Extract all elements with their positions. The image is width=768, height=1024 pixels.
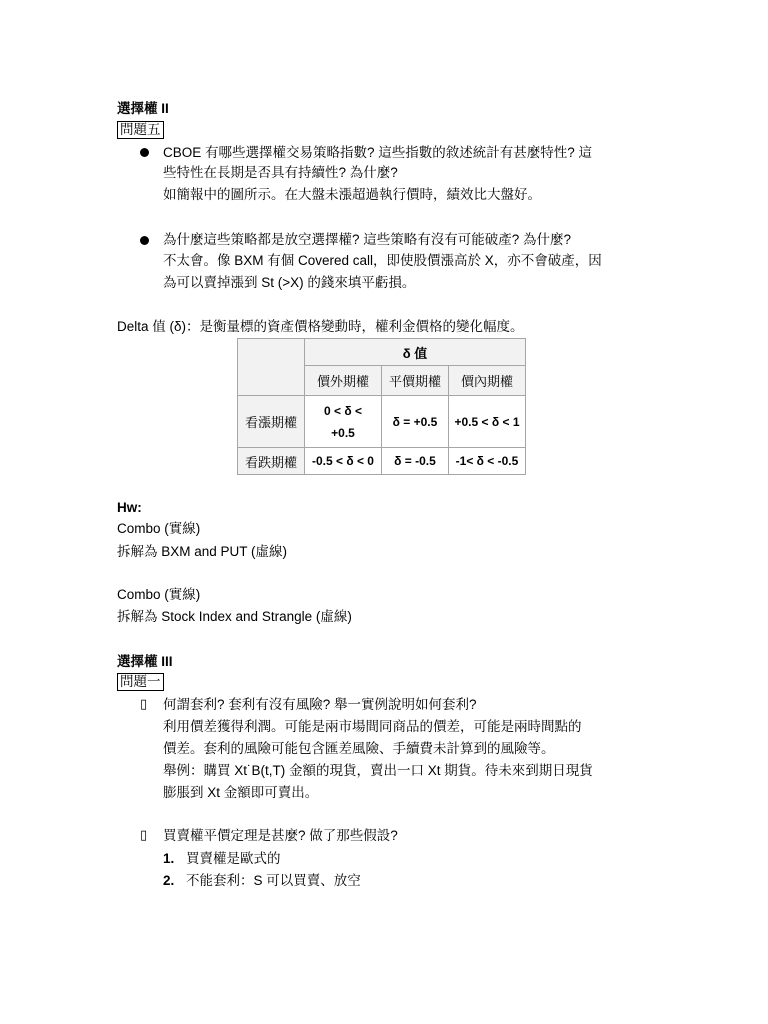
table-cell: -1< δ < -0.5 [449, 448, 526, 475]
list-number: 1. [163, 851, 175, 866]
square-bullet-icon: ▯ [140, 828, 148, 843]
item2-question: 買賣權平價定理是甚麼? 做了那些假設? [163, 828, 398, 843]
question-label-box: 問題五 [117, 121, 164, 139]
question-label-5 [117, 121, 164, 139]
bullet-dot-icon [140, 236, 149, 245]
section-heading-iii: 選擇權 III [117, 654, 173, 669]
delta-table [237, 338, 526, 475]
cell-line: +0.5 [331, 425, 355, 440]
list-item-text: 不能套利：S 可以買賣、放空 [186, 873, 361, 888]
hw-split2: 拆解為 Stock Index and Strangle (虛線) [117, 609, 352, 624]
delta-intro: Delta 值 (δ)：是衡量標的資產價格變動時，權利金價格的變化幅度。 [117, 319, 524, 334]
hw-combo1: Combo (實線) [117, 521, 201, 536]
question-label-box: 問題一 [117, 673, 164, 691]
cell-line: 0 < δ < [324, 403, 362, 418]
hw-label: Hw: [117, 500, 142, 515]
hw-combo2: Combo (實線) [117, 587, 201, 602]
table-cell: +0.5 < δ < 1 [449, 396, 526, 448]
bullet1-line2: 些特性在長期是否具有持續性? 為什麼? [163, 165, 398, 180]
table-cell: -0.5 < δ < 0 [305, 448, 382, 475]
item1-question: 何謂套利? 套利有沒有風險? 舉一實例說明如何套利? [163, 697, 477, 712]
row-label-call: 看漲期權 [238, 396, 305, 448]
col-header-atm: 平價期權 [382, 366, 449, 396]
row-label-put: 看跌期權 [238, 448, 305, 475]
bullet1-line1: CBOE 有哪些選擇權交易策略指數? 這些指數的敘述統計有甚麼特性? 這 [163, 145, 593, 160]
col-header-otm: 價外期權 [305, 366, 382, 396]
square-bullet-icon: ▯ [140, 697, 148, 712]
bullet1-answer: 如簡報中的圖所示。在大盤未漲超過執行價時，績效比大盤好。 [163, 187, 541, 202]
bullet-dot-icon [140, 148, 149, 157]
bullet2-line1: 為什麼這些策略都是放空選擇權? 這些策略有沒有可能破產? 為什麼? [163, 232, 572, 247]
table-cell [305, 396, 382, 448]
hw-split1: 拆解為 BXM and PUT (虛線) [117, 544, 288, 559]
table-group-header: δ 值 [305, 339, 526, 366]
list-item-text: 買賣權是歐式的 [186, 851, 281, 866]
bullet2-answer2: 為可以賣掉漲到 St (>X) 的錢來填平虧損。 [163, 275, 416, 290]
list-number: 2. [163, 873, 175, 888]
section-heading-ii: 選擇權 II [117, 101, 169, 116]
bullet2-answer1: 不太會。像 BXM 有個 Covered call，即使股價漲高於 X，亦不會破產，因 [163, 253, 602, 268]
table-corner [238, 339, 305, 396]
item1-answer1: 利用價差獲得利潤。可能是兩市場間同商品的價差，可能是兩時間點的 [163, 719, 582, 734]
item1-answer4: 膨脹到 Xt 金額即可賣出。 [163, 785, 319, 800]
item1-answer3: 舉例：購買 Xt˙B(t,T) 金額的現貨，賣出一口 Xt 期貨。待未來到期日現貨 [163, 763, 593, 778]
table-cell: δ = +0.5 [382, 396, 449, 448]
item1-answer2: 價差。套利的風險可能包含匯差風險、手續費未計算到的風險等。 [163, 741, 555, 756]
col-header-itm: 價內期權 [449, 366, 526, 396]
question-label-1 [117, 673, 164, 691]
table-cell: δ = -0.5 [382, 448, 449, 475]
